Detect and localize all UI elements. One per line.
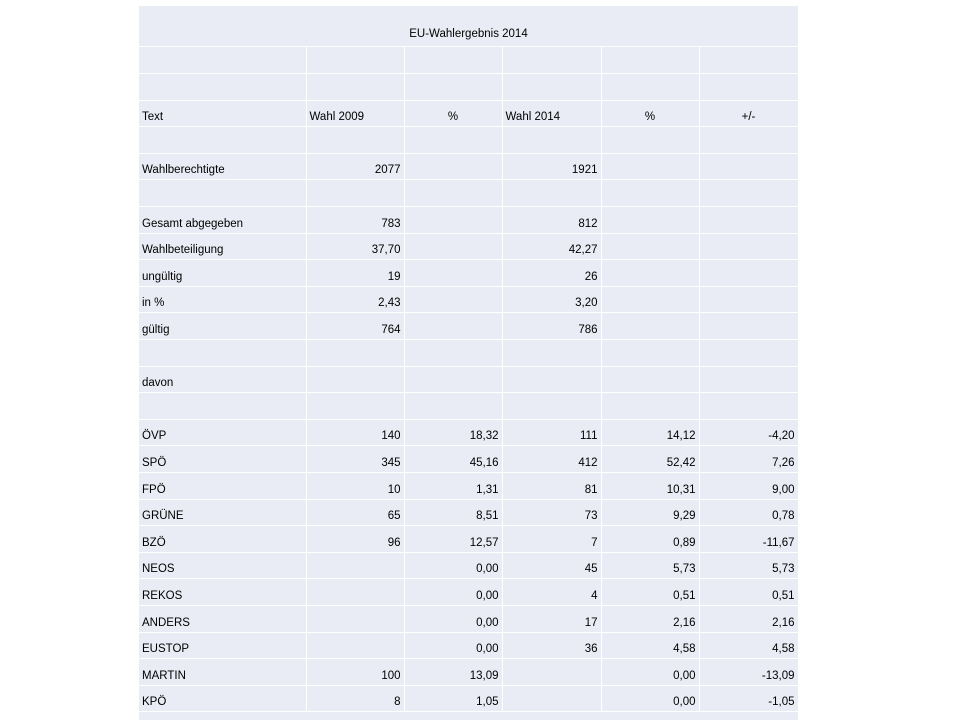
table-cell: [502, 47, 601, 74]
table-cell: 9,29: [601, 499, 699, 526]
table-cell: [601, 207, 699, 234]
table-cell: 764: [306, 313, 404, 340]
table-cell: 36: [502, 632, 601, 659]
table-cell: [404, 340, 502, 367]
table-cell: 42,27: [502, 233, 601, 260]
table-row: [139, 659, 798, 686]
results-grid: [139, 47, 798, 712]
table-cell: 812: [502, 207, 601, 234]
table-cell: 0,51: [601, 579, 699, 606]
table-cell: [502, 127, 601, 154]
table-cell: 8: [306, 685, 404, 712]
table-cell: 0,00: [601, 659, 699, 686]
table-cell: 4,58: [699, 632, 798, 659]
table-cell: [699, 207, 798, 234]
table-cell: [404, 393, 502, 420]
table-cell: [404, 313, 502, 340]
row-label-cell: FPÖ: [139, 473, 306, 500]
table-cell: [601, 127, 699, 154]
table-row: [139, 552, 798, 579]
table-cell: 2,16: [601, 605, 699, 632]
table-cell: 345: [306, 446, 404, 473]
table-cell: [306, 632, 404, 659]
table-cell: [699, 74, 798, 101]
table-cell: 14,12: [601, 419, 699, 446]
table-cell: [601, 47, 699, 74]
row-label-cell: in %: [139, 286, 306, 313]
table-cell: 7: [502, 526, 601, 553]
table-cell: [699, 366, 798, 393]
row-label-cell: GRÜNE: [139, 499, 306, 526]
table-cell: [404, 47, 502, 74]
table-cell: 4,58: [601, 632, 699, 659]
table-cell: 0,78: [699, 499, 798, 526]
table-cell: -11,67: [699, 526, 798, 553]
table-cell: 10,31: [601, 473, 699, 500]
table-cell: [601, 340, 699, 367]
table-cell: +/-: [699, 100, 798, 127]
table-cell: [699, 286, 798, 313]
table-cell: [699, 340, 798, 367]
table-row: [139, 340, 798, 367]
table-cell: 111: [502, 419, 601, 446]
table-cell: [404, 233, 502, 260]
row-label-cell: gültig: [139, 313, 306, 340]
row-label-cell: [139, 180, 306, 207]
table-cell: 37,70: [306, 233, 404, 260]
row-label-cell: [139, 74, 306, 101]
row-label-cell: Wahlberechtigte: [139, 153, 306, 180]
table-cell: [306, 393, 404, 420]
table-cell: 65: [306, 499, 404, 526]
table-cell: 18,32: [404, 419, 502, 446]
table-cell: [404, 260, 502, 287]
table-cell: %: [404, 100, 502, 127]
table-cell: [601, 180, 699, 207]
table-cell: [699, 47, 798, 74]
table-cell: [699, 127, 798, 154]
row-label-cell: BZÖ: [139, 526, 306, 553]
table-cell: [601, 393, 699, 420]
table-cell: [699, 393, 798, 420]
table-cell: %: [601, 100, 699, 127]
table-cell: [502, 366, 601, 393]
table-cell: 2,43: [306, 286, 404, 313]
table-cell: [306, 127, 404, 154]
row-label-cell: EUSTOP: [139, 632, 306, 659]
table-cell: [601, 74, 699, 101]
table-cell: 12,57: [404, 526, 502, 553]
table-cell: 1921: [502, 153, 601, 180]
table-row: [139, 47, 798, 74]
title-row: [139, 6, 798, 47]
table-cell: [306, 605, 404, 632]
table-cell: 0,00: [404, 632, 502, 659]
table-cell: 100: [306, 659, 404, 686]
table-row: [139, 605, 798, 632]
table-cell: 45,16: [404, 446, 502, 473]
row-label-cell: ÖVP: [139, 419, 306, 446]
table-cell: [699, 260, 798, 287]
table-cell: 45: [502, 552, 601, 579]
table-cell: [306, 340, 404, 367]
table-cell: [601, 313, 699, 340]
table-cell: -1,05: [699, 685, 798, 712]
table-row: [139, 180, 798, 207]
table-cell: [404, 127, 502, 154]
table-cell: 73: [502, 499, 601, 526]
row-label-cell: [139, 340, 306, 367]
table-row: [139, 153, 798, 180]
table-row: [139, 419, 798, 446]
table-cell: 5,73: [699, 552, 798, 579]
table-cell: [404, 74, 502, 101]
table-cell: [306, 47, 404, 74]
table-cell: [699, 233, 798, 260]
table-cell: Wahl 2014: [502, 100, 601, 127]
table-row: [139, 632, 798, 659]
table-cell: 412: [502, 446, 601, 473]
table-cell: [404, 153, 502, 180]
table-row: [139, 127, 798, 154]
row-label-cell: SPÖ: [139, 446, 306, 473]
row-label-cell: KPÖ: [139, 685, 306, 712]
table-row: [139, 260, 798, 287]
table-row: [139, 685, 798, 712]
table-cell: [404, 286, 502, 313]
table-cell: 2,16: [699, 605, 798, 632]
table-row: [139, 446, 798, 473]
table-cell: 0,89: [601, 526, 699, 553]
table-row: [139, 286, 798, 313]
table-cell: [601, 366, 699, 393]
table-cell: 13,09: [404, 659, 502, 686]
table-cell: 10: [306, 473, 404, 500]
table-row: [139, 100, 798, 127]
row-label-cell: ungültig: [139, 260, 306, 287]
table-cell: 2077: [306, 153, 404, 180]
table-row: [139, 233, 798, 260]
table-row: [139, 393, 798, 420]
row-label-cell: NEOS: [139, 552, 306, 579]
table-cell: 0,00: [601, 685, 699, 712]
row-label-cell: ANDERS: [139, 605, 306, 632]
table-cell: [404, 180, 502, 207]
row-label-cell: [139, 127, 306, 154]
table-cell: 81: [502, 473, 601, 500]
table-cell: [699, 180, 798, 207]
table-cell: 96: [306, 526, 404, 553]
table-title: EU-Wahlergebnis 2014: [409, 28, 528, 40]
table-cell: [601, 233, 699, 260]
table-cell: 5,73: [601, 552, 699, 579]
table-cell: -13,09: [699, 659, 798, 686]
table-row: [139, 473, 798, 500]
table-cell: 0,00: [404, 579, 502, 606]
table-cell: 0,00: [404, 605, 502, 632]
table-cell: [502, 393, 601, 420]
table-cell: [601, 260, 699, 287]
table-cell: 52,42: [601, 446, 699, 473]
table-cell: 7,26: [699, 446, 798, 473]
table-cell: [306, 579, 404, 606]
table-cell: [306, 366, 404, 393]
table-cell: [502, 685, 601, 712]
table-cell: 9,00: [699, 473, 798, 500]
table-cell: 1,05: [404, 685, 502, 712]
row-label-cell: REKOS: [139, 579, 306, 606]
table-row: [139, 579, 798, 606]
table-cell: 1,31: [404, 473, 502, 500]
table-row: [139, 499, 798, 526]
table-cell: [502, 659, 601, 686]
table-cell: 8,51: [404, 499, 502, 526]
row-label-cell: davon: [139, 366, 306, 393]
table-cell: [502, 180, 601, 207]
row-label-cell: [139, 47, 306, 74]
table-cell: [404, 207, 502, 234]
table-row: [139, 526, 798, 553]
table-cell: 0,00: [404, 552, 502, 579]
table-row: [139, 207, 798, 234]
table-cell: Wahl 2009: [306, 100, 404, 127]
table-cell: [601, 286, 699, 313]
table-cell: 786: [502, 313, 601, 340]
table-cell: 26: [502, 260, 601, 287]
table-cell: [404, 366, 502, 393]
table-cell: [502, 74, 601, 101]
table-cell: 140: [306, 419, 404, 446]
table-row: [139, 74, 798, 101]
table-cell: 19: [306, 260, 404, 287]
row-label-cell: Gesamt abgegeben: [139, 207, 306, 234]
table-cell: [306, 74, 404, 101]
table-cell: [699, 313, 798, 340]
table-cell: 783: [306, 207, 404, 234]
table-cell: [699, 153, 798, 180]
spreadsheet-table: [139, 6, 798, 720]
table-cell: 3,20: [502, 286, 601, 313]
table-cell: [601, 153, 699, 180]
table-cell: 0,51: [699, 579, 798, 606]
row-label-cell: Text: [139, 100, 306, 127]
table-cell: 4: [502, 579, 601, 606]
table-cell: 17: [502, 605, 601, 632]
row-label-cell: Wahlbeteiligung: [139, 233, 306, 260]
row-label-cell: MARTIN: [139, 659, 306, 686]
row-label-cell: [139, 393, 306, 420]
table-cell: -4,20: [699, 419, 798, 446]
table-cell: [306, 180, 404, 207]
table-row: [139, 366, 798, 393]
table-cell: [306, 552, 404, 579]
table-row: [139, 313, 798, 340]
table-cell: [502, 340, 601, 367]
